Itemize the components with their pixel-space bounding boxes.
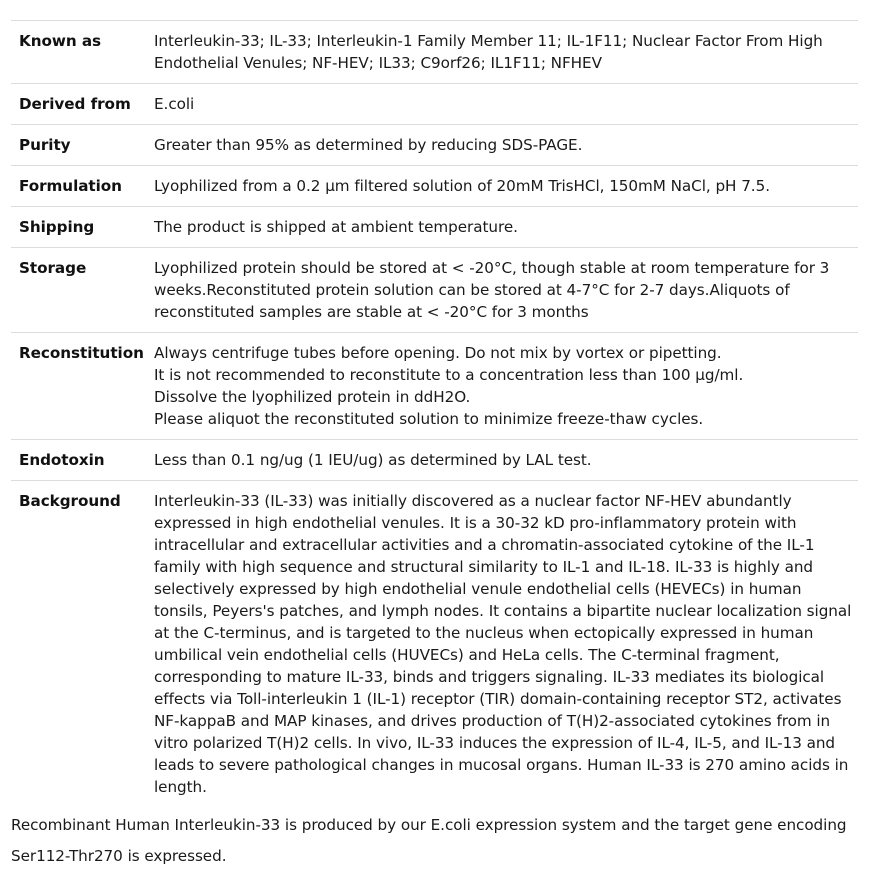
spec-label: Background [11,481,154,807]
spec-row-background [11,481,858,807]
spec-label: Shipping [11,207,154,248]
spec-row-known-as [11,21,858,84]
spec-label: Formulation [11,166,154,207]
spec-label: Endotoxin [11,440,154,481]
spec-value-line: Lyophilized from a 0.2 μm filtered solution of 20mM TrisHCl, 150mM NaCl, pH 7.5. [154,177,770,195]
spec-label: Derived from [11,84,154,125]
spec-table-body [11,21,858,807]
expression-note: Recombinant Human Interleukin-33 is produced by our E.coli expression system and the target gene encoding Ser112-Thr270 is expressed. [11,816,847,865]
spec-value-line: E.coli [154,95,195,113]
spec-row-endotoxin [11,440,858,481]
spec-row-derived-from [11,84,858,125]
spec-value-line: Interleukin-33 (IL-33) was initially discovered as a nuclear factor NF-HEV abundantly expressed in high endothelial venules. It is a 30-32 kD pro-inflammatory protein with intracellular and extracellular activities and a chromatin-associated cytokine of the IL-1 family with high sequence and structural similarity to IL-1 and IL-18. IL-33 is highly and selectively expressed by high endothelial venule endothelial cells (HEVECs) in human tonsils, Peyers's patches, and lymph nodes. It contains a bipartite nuclear localization signal at the C-terminus, and is targeted to the nucleus when ectopically expressed in human umbilical vein endothelial cells (HUVECs) and HeLa cells. The C-terminal fragment, corresponding to mature IL-33, binds and triggers signaling. IL-33 mediates its biological effects via Toll-interleukin 1 (IL-1) receptor (TIR) domain-containing receptor ST2, activates NF-kappaB and MAP kinases, and drives production of T(H)2-associated cytokines from in vitro polarized T(H)2 cells. In vivo, IL-33 induces the expression of IL-4, IL-5, and IL-13 and leads to severe pathological changes in mucosal organs. Human IL-33 is 270 amino acids in length. [154,492,852,796]
spec-value [154,481,858,807]
spec-row-storage [11,248,858,333]
spec-label: Storage [11,248,154,333]
spec-label: Reconstitution [11,333,154,440]
spec-value-line: Dissolve the lyophilized protein in ddH2O. [154,388,471,406]
spec-value [154,207,858,248]
spec-value-line: Less than 0.1 ng/ug (1 IEU/ug) as determined by LAL test. [154,451,592,469]
spec-value [154,166,858,207]
spec-row-purity [11,125,858,166]
spec-value [154,440,858,481]
spec-value [154,21,858,84]
spec-value-line: Please aliquot the reconstituted solution to minimize freeze-thaw cycles. [154,410,704,428]
spec-value [154,125,858,166]
spec-value [154,333,858,440]
spec-label: Known as [11,21,154,84]
spec-value-line: The product is shipped at ambient temperature. [154,218,518,236]
spec-value-line: Interleukin-33; IL-33; Interleukin-1 Family Member 11; IL-1F11; Nuclear Factor From High Endothelial Venules; NF-HEV; IL33; C9orf26; IL1F11; NFHEV [154,32,823,72]
spec-row-formulation [11,166,858,207]
spec-row-reconstitution [11,333,858,440]
spec-value [154,84,858,125]
spec-value [154,248,858,333]
spec-label: Purity [11,125,154,166]
spec-value-line: It is not recommended to reconstitute to a concentration less than 100 μg/ml. [154,366,744,384]
spec-value-line: Greater than 95% as determined by reducing SDS-PAGE. [154,136,583,154]
product-spec-table [11,20,858,806]
spec-row-shipping [11,207,858,248]
spec-value-line: Always centrifuge tubes before opening. Do not mix by vortex or pipetting. [154,344,722,362]
spec-value-line: Lyophilized protein should be stored at < -20°C, though stable at room temperature for 3 weeks.Reconstituted protein solution can be stored at 4-7°C for 2-7 days.Aliquots of reconstituted samples are stable at < -20°C for 3 months [154,259,830,321]
